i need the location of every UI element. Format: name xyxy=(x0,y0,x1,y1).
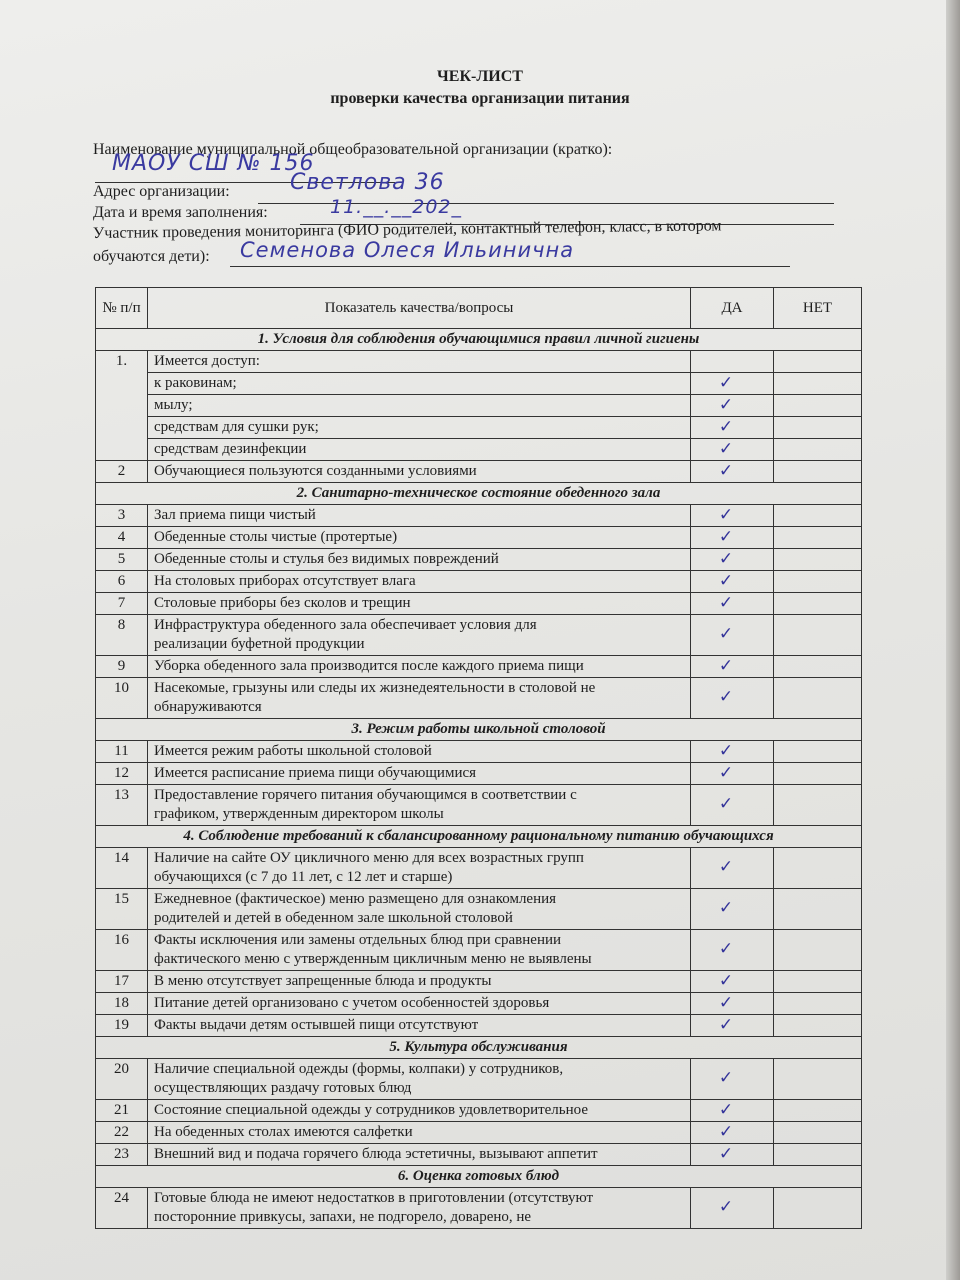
question-line: Уборка обеденного зала производится после каждого приема пищи xyxy=(154,658,584,674)
row-question xyxy=(148,678,691,719)
row-question xyxy=(148,656,691,678)
question-line: Факты исключения или замены отдельных блюд при сравнении xyxy=(154,932,562,948)
no-cell xyxy=(774,351,862,373)
row-question xyxy=(148,527,691,549)
no-cell xyxy=(774,930,862,971)
check-mark-icon: ✓ xyxy=(718,1197,734,1217)
yes-cell xyxy=(691,571,774,593)
section-row xyxy=(96,329,862,351)
row-number: 13 xyxy=(96,785,148,826)
section-row xyxy=(96,1166,862,1188)
row-number: 22 xyxy=(96,1122,148,1144)
check-mark-icon: ✓ xyxy=(718,460,734,481)
question-line: Внешний вид и подача горячего блюда эстетичны, вызывают аппетит xyxy=(154,1146,598,1162)
row-number: 19 xyxy=(96,1015,148,1037)
yes-cell xyxy=(691,461,774,483)
table-row xyxy=(96,848,862,889)
header-question: Показатель качества/вопросы xyxy=(148,288,691,329)
no-cell xyxy=(774,848,862,889)
row-question xyxy=(148,1122,691,1144)
check-mark-icon: ✓ xyxy=(718,1121,734,1142)
check-mark-icon: ✓ xyxy=(718,570,734,591)
no-cell xyxy=(774,439,862,461)
yes-cell xyxy=(691,417,774,439)
section-title: 3. Режим работы школьной столовой xyxy=(96,719,862,741)
row-number: 23 xyxy=(96,1144,148,1166)
section-row xyxy=(96,483,862,505)
table-row xyxy=(96,889,862,930)
yes-cell xyxy=(691,549,774,571)
section-row xyxy=(96,826,862,848)
row-question xyxy=(148,1015,691,1037)
row-question xyxy=(148,1059,691,1100)
yes-cell xyxy=(691,1059,774,1100)
table-row xyxy=(96,993,862,1015)
check-mark-icon: ✓ xyxy=(718,416,734,437)
yes-cell xyxy=(691,1144,774,1166)
row-number: 17 xyxy=(96,971,148,993)
yes-cell xyxy=(691,785,774,826)
sub-question: средствам для сушки рук; xyxy=(148,417,691,439)
yes-cell xyxy=(691,1015,774,1037)
yes-cell xyxy=(691,373,774,395)
yes-cell xyxy=(691,656,774,678)
table-row xyxy=(96,1188,862,1229)
no-cell xyxy=(774,615,862,656)
question-line: Обучающиеся пользуются созданными условиями xyxy=(154,463,477,479)
yes-cell xyxy=(691,439,774,461)
date-value: 11.__.__202_ xyxy=(330,196,463,218)
row-question xyxy=(148,848,691,889)
table-row xyxy=(96,351,862,373)
yes-cell xyxy=(691,741,774,763)
question-line: Имеется доступ: xyxy=(154,353,260,369)
question-line: Имеется расписание приема пищи обучающимися xyxy=(154,765,477,781)
check-mark-icon: ✓ xyxy=(718,1143,734,1164)
row-question xyxy=(148,615,691,656)
question-line: Инфраструктура обеденного зала обеспечивает условия для xyxy=(154,617,537,633)
row-number: 20 xyxy=(96,1059,148,1100)
yes-cell xyxy=(691,1122,774,1144)
table-row xyxy=(96,1015,862,1037)
yes-cell xyxy=(691,930,774,971)
check-mark-icon: ✓ xyxy=(718,794,734,814)
row-number: 3 xyxy=(96,505,148,527)
check-mark-icon: ✓ xyxy=(718,970,734,991)
row-question xyxy=(148,1100,691,1122)
address-label: Адрес организации: xyxy=(93,183,230,200)
row-question xyxy=(148,1188,691,1229)
row-question xyxy=(148,571,691,593)
row-number: 1. xyxy=(96,351,148,461)
table-row xyxy=(96,593,862,615)
table-row xyxy=(96,678,862,719)
table-row xyxy=(96,930,862,971)
table-row xyxy=(96,741,862,763)
row-number: 8 xyxy=(96,615,148,656)
table-row xyxy=(96,971,862,993)
section-title: 6. Оценка готовых блюд xyxy=(96,1166,862,1188)
table-row xyxy=(96,763,862,785)
section-title: 5. Культура обслуживания xyxy=(96,1037,862,1059)
header-no: НЕТ xyxy=(774,288,862,329)
no-cell xyxy=(774,461,862,483)
yes-cell xyxy=(691,615,774,656)
section-title: 4. Соблюдение требований к сбалансированному рациональному питанию обучающихся xyxy=(96,826,862,848)
no-cell xyxy=(774,678,862,719)
participant-underline xyxy=(230,266,790,267)
check-mark-icon: ✓ xyxy=(718,857,734,877)
question-line: Имеется режим работы школьной столовой xyxy=(154,743,432,759)
question-line: обучающихся (с 7 до 11 лет, с 12 лет и старше) xyxy=(154,869,453,885)
no-cell xyxy=(774,1144,862,1166)
checklist-table xyxy=(95,287,862,1229)
section-title: 2. Санитарно-техническое состояние обеденного зала xyxy=(96,483,862,505)
table-row xyxy=(96,1059,862,1100)
sub-question: средствам дезинфекции xyxy=(148,439,691,461)
question-line: Столовые приборы без сколов и трещин xyxy=(154,595,411,611)
check-mark-icon: ✓ xyxy=(718,592,734,613)
check-mark-icon: ✓ xyxy=(718,762,734,783)
question-line: графиком, утвержденным директором школы xyxy=(154,806,444,822)
row-number: 24 xyxy=(96,1188,148,1229)
question-line: Состояние специальной одежды у сотрудников удовлетворительное xyxy=(154,1102,589,1118)
question-line: На обеденных столах имеются салфетки xyxy=(154,1124,413,1140)
check-mark-icon: ✓ xyxy=(718,548,734,569)
question-line: Факты выдачи детям остывшей пищи отсутствуют xyxy=(154,1017,479,1033)
row-question xyxy=(148,461,691,483)
table-row xyxy=(96,1144,862,1166)
check-mark-icon: ✓ xyxy=(718,1099,734,1120)
row-number: 11 xyxy=(96,741,148,763)
yes-cell xyxy=(691,1100,774,1122)
row-question xyxy=(148,971,691,993)
question-line: На столовых приборах отсутствует влага xyxy=(154,573,416,589)
question-line: Насекомые, грызуны или следы их жизнедеятельности в столовой не xyxy=(154,680,596,696)
row-question xyxy=(148,930,691,971)
address-value: Светлова 36 xyxy=(290,170,445,195)
row-number: 2 xyxy=(96,461,148,483)
no-cell xyxy=(774,971,862,993)
document-title: ЧЕК-ЛИСТ xyxy=(437,68,523,85)
row-number: 12 xyxy=(96,763,148,785)
yes-cell xyxy=(691,848,774,889)
question-line: Обеденные столы чистые (протертые) xyxy=(154,529,398,545)
no-cell xyxy=(774,593,862,615)
org-value: МАОУ СШ № 156 xyxy=(112,151,315,176)
table-header-row xyxy=(96,288,862,329)
row-question xyxy=(148,993,691,1015)
no-cell xyxy=(774,505,862,527)
no-cell xyxy=(774,763,862,785)
yes-cell xyxy=(691,395,774,417)
org-label: Наименование муниципальной общеобразовательной организации (кратко): xyxy=(93,141,613,158)
question-line: посторонние привкусы, запахи, не подгорело, доварено, не xyxy=(154,1209,532,1225)
row-number: 18 xyxy=(96,993,148,1015)
row-number: 16 xyxy=(96,930,148,971)
check-mark-icon: ✓ xyxy=(718,504,734,525)
sub-question: мылу; xyxy=(148,395,691,417)
row-question xyxy=(148,741,691,763)
question-line: обнаруживаются xyxy=(154,699,262,715)
yes-cell xyxy=(691,993,774,1015)
table-sub-row xyxy=(96,373,862,395)
table-row xyxy=(96,785,862,826)
yes-cell xyxy=(691,1188,774,1229)
check-mark-icon: ✓ xyxy=(718,898,734,918)
question-line: Обеденные столы и стулья без видимых повреждений xyxy=(154,551,499,567)
check-mark-icon: ✓ xyxy=(718,526,734,547)
no-cell xyxy=(774,527,862,549)
yes-cell xyxy=(691,505,774,527)
row-question xyxy=(148,1144,691,1166)
row-question xyxy=(148,549,691,571)
row-number: 7 xyxy=(96,593,148,615)
row-number: 6 xyxy=(96,571,148,593)
table-sub-row xyxy=(96,439,862,461)
row-number: 15 xyxy=(96,889,148,930)
check-mark-icon: ✓ xyxy=(718,1068,734,1088)
table-row xyxy=(96,527,862,549)
section-row xyxy=(96,1037,862,1059)
question-line: осуществляющих раздачу готовых блюд xyxy=(154,1080,412,1096)
question-line: фактического меню с утвержденным цикличным меню не выявлены xyxy=(154,951,592,967)
check-mark-icon: ✓ xyxy=(718,394,734,415)
row-question xyxy=(148,351,691,373)
no-cell xyxy=(774,785,862,826)
row-number: 14 xyxy=(96,848,148,889)
row-question xyxy=(148,785,691,826)
no-cell xyxy=(774,571,862,593)
section-title: 1. Условия для соблюдения обучающимися правил личной гигиены xyxy=(96,329,862,351)
question-line: Наличие специальной одежды (формы, колпаки) у сотрудников, xyxy=(154,1061,564,1077)
check-mark-icon: ✓ xyxy=(718,1014,734,1035)
check-mark-icon: ✓ xyxy=(718,438,734,459)
yes-cell xyxy=(691,527,774,549)
question-line: Зал приема пищи чистый xyxy=(154,507,316,523)
question-line: родителей и детей в обеденном зале школьной столовой xyxy=(154,910,513,926)
no-cell xyxy=(774,417,862,439)
table-row xyxy=(96,549,862,571)
no-cell xyxy=(774,1015,862,1037)
no-cell xyxy=(774,889,862,930)
check-mark-icon: ✓ xyxy=(718,740,734,761)
table-row xyxy=(96,461,862,483)
question-line: Ежедневное (фактическое) меню размещено для ознакомления xyxy=(154,891,557,907)
paper-edge xyxy=(946,0,960,1280)
row-question xyxy=(148,763,691,785)
row-number: 21 xyxy=(96,1100,148,1122)
question-line: Предоставление горячего питания обучающимся в соответствии с xyxy=(154,787,577,803)
no-cell xyxy=(774,741,862,763)
check-mark-icon: ✓ xyxy=(718,655,734,676)
check-mark-icon: ✓ xyxy=(718,992,734,1013)
no-cell xyxy=(774,373,862,395)
header-yes: ДА xyxy=(691,288,774,329)
yes-cell xyxy=(691,678,774,719)
no-cell xyxy=(774,656,862,678)
question-line: Готовые блюда не имеют недостатков в приготовлении (отсутствуют xyxy=(154,1190,594,1206)
participant-value: Семенова Олеся Ильинична xyxy=(240,238,575,262)
participant-label-1: Участник проведения мониторинга (ФИО родителей, контактный телефон, класс, в котором xyxy=(92,217,722,242)
check-mark-icon: ✓ xyxy=(718,372,734,393)
no-cell xyxy=(774,1100,862,1122)
table-row xyxy=(96,615,862,656)
check-mark-icon: ✓ xyxy=(718,687,734,707)
table-row xyxy=(96,1100,862,1122)
yes-cell xyxy=(691,889,774,930)
no-cell xyxy=(774,993,862,1015)
row-number: 4 xyxy=(96,527,148,549)
row-number: 5 xyxy=(96,549,148,571)
participant-label-2: обучаются дети): xyxy=(93,248,210,265)
no-cell xyxy=(774,1188,862,1229)
table-sub-row xyxy=(96,417,862,439)
table-sub-row xyxy=(96,395,862,417)
date-label: Дата и время заполнения: xyxy=(93,204,268,221)
question-line: реализации буфетной продукции xyxy=(154,636,365,652)
check-mark-icon: ✓ xyxy=(718,624,734,644)
no-cell xyxy=(774,549,862,571)
check-mark-icon: ✓ xyxy=(718,939,734,959)
row-number: 9 xyxy=(96,656,148,678)
table-row xyxy=(96,1122,862,1144)
no-cell xyxy=(774,1122,862,1144)
table-row xyxy=(96,656,862,678)
section-row xyxy=(96,719,862,741)
question-line: Наличие на сайте ОУ цикличного меню для всех возрастных групп xyxy=(154,850,584,866)
question-line: В меню отсутствует запрещенные блюда и продукты xyxy=(154,973,492,989)
no-cell xyxy=(774,395,862,417)
document-subtitle: проверки качества организации питания xyxy=(330,90,630,107)
row-question xyxy=(148,505,691,527)
row-question xyxy=(148,593,691,615)
yes-cell xyxy=(691,763,774,785)
header-num: № п/п xyxy=(96,288,148,329)
no-cell xyxy=(774,1059,862,1100)
yes-cell xyxy=(691,971,774,993)
table-row xyxy=(96,571,862,593)
question-line: Питание детей организовано с учетом особенностей здоровья xyxy=(154,995,550,1011)
sub-question: к раковинам; xyxy=(148,373,691,395)
yes-cell xyxy=(691,593,774,615)
row-question xyxy=(148,889,691,930)
row-number: 10 xyxy=(96,678,148,719)
yes-cell xyxy=(691,351,774,373)
table-row xyxy=(96,505,862,527)
